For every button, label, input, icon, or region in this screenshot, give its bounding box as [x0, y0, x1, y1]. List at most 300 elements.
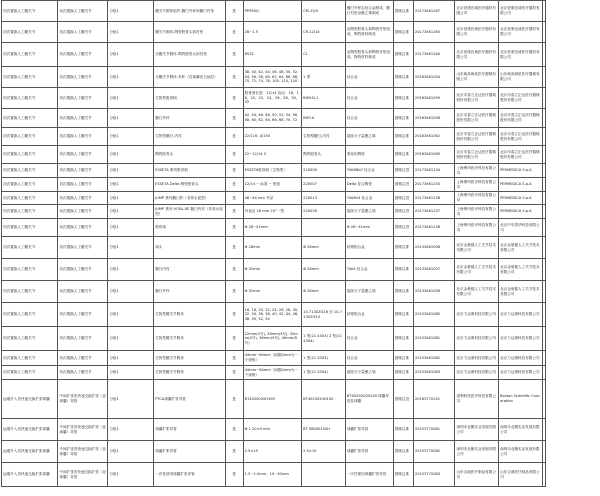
cell-subcategory: 初次置换人工髋关节 [58, 88, 108, 109]
cell-flag: 是 [225, 419, 243, 441]
cell-material: 超高分子量聚乙烯 [345, 205, 393, 219]
cell-group: 分组1 [108, 192, 154, 205]
cell-reg-type: 国械注准 [393, 351, 413, 366]
cell-reg-number: 20173461264 [413, 43, 455, 67]
cell-note [542, 380, 545, 419]
cell-spec: 股骨颈长度：12/14 直径：16，18，20，22，24，26，28，30，32 [243, 88, 302, 109]
cell-material: 由陶瓷股骨头和陶瓷衬垫组成，陶瓷材料制成 [345, 22, 393, 43]
cell-subcategory: 初次置换人工髋关节 [58, 43, 108, 67]
cell-note [542, 192, 545, 205]
cell-material: Delta 复合陶瓷 [345, 178, 393, 192]
cell-note [542, 164, 545, 178]
table-row [2, 419, 546, 441]
cell-spec: 48~44 mm 外径 [243, 192, 302, 205]
cell-model [302, 219, 346, 237]
cell-spec: 42, 44, 46, 48, 50, 52, 54, 56, 58, 60, 62, 64, 66, 68, 70, 72 [243, 109, 302, 128]
cell-reg-type: 国械注进 [393, 205, 413, 219]
cell-manufacturer: 北京爱康宜诚医疗器材有限公司 [499, 43, 543, 67]
cell-reg-type: 国械注准 [393, 109, 413, 128]
table-row [2, 380, 546, 419]
cell-registrant: 北京金豪健人工关节技术有限公司 [455, 259, 499, 281]
cell-reg-number: 20153770082 [413, 441, 455, 463]
cell-manufacturer: 北京金豪健人工关节技术有限公司 [499, 281, 543, 303]
cell-spec: 44mm~64mm（间隔2mm为一个规格） [243, 366, 302, 380]
cell-product-name: 球囊扩张导管 [154, 441, 225, 463]
table-row [2, 128, 546, 146]
cell-reg-type: 国械注准 [393, 1, 413, 22]
cell-manufacturer: 山东吉威医疗制品有限公司 [499, 463, 543, 487]
cell-manufacturer: 北京市春立正达医疗器械股份有限公司 [499, 109, 543, 128]
cell-product-name: 股骨球 [154, 219, 225, 237]
cell-spec: 12/14 ~ 标准 ~ 短颈 [243, 178, 302, 192]
cell-note [542, 205, 545, 219]
cell-category: 初次置换人工髋关节 [2, 43, 58, 67]
cell-group: 分组1 [108, 281, 154, 303]
cell-group: 分组1 [108, 441, 154, 463]
cell-category: 初次置换人工髋关节 [2, 351, 58, 366]
cell-flag: 是 [225, 192, 243, 205]
cell-product-name: PTCA球囊扩张导管 [154, 380, 225, 419]
cell-reg-type: 国械注准 [393, 327, 413, 351]
cell-reg-number: 20173461237 [413, 205, 455, 219]
cell-reg-number: 20153770083 [413, 463, 455, 487]
cell-manufacturer: 山东威高海星医疗器械有限公司 [499, 67, 543, 88]
cell-registrant: 上海博玛医疗科技有限公司 [455, 164, 499, 178]
table-row [2, 43, 546, 67]
cell-manufacturer: 北京力达康科技有限公司 [499, 303, 543, 327]
cell-reg-number: 20153461080 [413, 303, 455, 327]
table-row [2, 164, 546, 178]
cell-subcategory: 初次置换人工髋关节 [58, 281, 108, 303]
cell-reg-type: 国械注进 [393, 219, 413, 237]
cell-registrant: 北京爱康宜诚医疗器材有限公司 [455, 1, 499, 22]
cell-subcategory: 初次置换人工髋关节 [58, 146, 108, 164]
table-row [2, 205, 546, 219]
cell-model: 1 型(21 4303) 2 型(21 4304) [302, 327, 346, 351]
cell-manufacturer: PERMEDICA S.p.A [499, 178, 543, 192]
cell-category: 远端介入类快速交换扩张球囊 [2, 463, 58, 487]
table-row [2, 327, 546, 351]
cell-reg-number: 20133461006 [413, 281, 455, 303]
cell-model: CR-12/14 [302, 22, 346, 43]
cell-registrant: 山东吉威医疗制品有限公司 [455, 463, 499, 487]
cell-flag: 是 [225, 128, 243, 146]
cell-product-name: 一次性使用球囊扩张导管 [154, 463, 225, 487]
cell-spec: 6532 [243, 43, 302, 67]
cell-reg-number: 20163461062 [413, 128, 455, 146]
cell-reg-type: 国械注进 [393, 164, 413, 178]
cell-product-name: 生物型髋关节假体 [154, 303, 225, 327]
cell-group: 分组1 [108, 303, 154, 327]
cell-group: 分组1 [108, 463, 154, 487]
cell-flag: 是 [225, 109, 243, 128]
cell-model: BHN-B-1 [302, 88, 346, 109]
cell-category: 远端介入类快速交换扩张球囊 [2, 419, 58, 441]
cell-category: 初次置换人工髋关节 [2, 178, 58, 192]
cell-model: CM-15/5 [302, 1, 346, 22]
cell-flag: 是 [225, 366, 243, 380]
cell-flag: 是 [225, 1, 243, 22]
cell-material: 一次性使用球囊扩张导管 [345, 463, 393, 487]
cell-subcategory: 初次置换人工髋关节 [58, 259, 108, 281]
cell-subcategory: 初次置换人工髋关节 [58, 303, 108, 327]
cell-registrant: 北京市春立正达医疗器械股份有限公司 [455, 128, 499, 146]
cell-flag: 是 [225, 43, 243, 67]
cell-flag: 是 [225, 463, 243, 487]
cell-model: 1 型(21 3303) [302, 351, 346, 366]
cell-spec: 38, 40, 42, 44, 46, 48, 50, 52, 54, 56, 58, 60, 62, 64, 66, 68, 70, 72, 74, 76, 100, 110, 120 [243, 67, 302, 88]
cell-category: 初次置换人工髋关节 [2, 67, 58, 88]
cell-spec: 22~12/14 S [243, 146, 302, 164]
cell-group: 分组1 [108, 1, 154, 22]
cell-registrant: 上海博玛医疗科技有限公司 [455, 192, 499, 205]
cell-model: 生物型髋臼-内衬 [302, 128, 346, 146]
cell-model: CL [302, 43, 346, 67]
cell-subcategory: 初次置换人工髋关节 [58, 178, 108, 192]
cell-registrant: 北京力达康科技有限公司 [455, 351, 499, 366]
cell-model: 220000 [302, 164, 346, 178]
cell-reg-number: 20173461263 [413, 22, 455, 43]
cell-spec: Φ 32mm [243, 259, 302, 281]
cell-material: 钛合金 [345, 327, 393, 351]
cell-reg-number: 20133461008 [413, 237, 455, 259]
cell-note [542, 1, 545, 22]
cell-manufacturer: 北京爱康宜诚医疗器材有限公司 [499, 22, 543, 43]
cell-material: 由陶瓷股骨头和陶瓷衬垫组成，陶瓷材料制成 [345, 43, 393, 67]
cell-category: 初次置换人工髋关节 [2, 303, 58, 327]
cell-registrant: 深圳市业聚实业发展有限公司 [455, 441, 499, 463]
cell-group: 分组1 [108, 43, 154, 67]
cell-flag: 是 [225, 380, 243, 419]
cell-subcategory: 初次置换人工髋关节 [58, 1, 108, 22]
table-row [2, 351, 546, 366]
cell-model: BHP-A [302, 109, 346, 128]
cell-manufacturer: Boston Scientific Corporation [499, 380, 543, 419]
cell-group: 分组1 [108, 327, 154, 351]
cell-note [542, 67, 545, 88]
table-row [2, 146, 546, 164]
cell-model: 220026 [302, 205, 346, 219]
cell-spec: ESSETA股骨柄（生物型） [243, 164, 302, 178]
cell-flag: 是 [225, 281, 243, 303]
cell-material: 超高分子量聚乙烯 [345, 128, 393, 146]
cell-model: 2.5×15 [302, 441, 346, 463]
cell-reg-type: 国械注进 [393, 380, 413, 419]
cell-product-name: 生物型股骨柄 [154, 88, 225, 109]
table-row [2, 109, 546, 128]
cell-spec: Φ 28~41mm [243, 219, 302, 237]
cell-product-name: 髋臼外杯 [154, 109, 225, 128]
cell-group: 分组1 [108, 419, 154, 441]
cell-spec: 内直径 28 mm 20°一型 [243, 205, 302, 219]
cell-spec: 22mm(2号), 28mm(3号), 32mm(4号), 36mm(5号), 40mm(6号) [243, 327, 302, 351]
cell-product-name: 生物型髋臼-内衬 [154, 128, 225, 146]
cell-product-name: ESSETA Delta 陶瓷股骨头 [154, 178, 225, 192]
cell-reg-number: 20173461234 [413, 164, 455, 178]
cell-category: 初次置换人工髋关节 [2, 1, 58, 22]
cell-category: 初次置换人工髋关节 [2, 205, 58, 219]
table-row [2, 178, 546, 192]
cell-subcategory: 初次置换人工髋关节 [58, 164, 108, 178]
cell-material: 超高分子量聚乙烯 [345, 366, 393, 380]
cell-flag: 是 [225, 327, 243, 351]
table-row [2, 88, 546, 109]
cell-group: 分组1 [108, 128, 154, 146]
cell-manufacturer: 北京力达康科技有限公司 [499, 351, 543, 366]
cell-product-name: ESSETA 系列股骨柄 [154, 164, 225, 178]
cell-reg-number: 20173461236 [413, 192, 455, 205]
cell-manufacturer: 北京力达康科技有限公司 [499, 366, 543, 380]
cell-registrant: 深圳市业聚实业发展有限公司 [455, 419, 499, 441]
cell-material: TiAl6V4 钛合金 [345, 192, 393, 205]
cell-registrant: 清利科技医疗科技有限公司 [455, 380, 499, 419]
cell-registrant: 北京市春立正达医疗器械股份有限公司 [455, 109, 499, 128]
cell-reg-number: 20163461059 [413, 88, 455, 109]
cell-spec: 28~1.5 [243, 22, 302, 43]
cell-manufacturer: PERMEDICA S.p.A [499, 192, 543, 205]
cell-subcategory: 初次置换人工髋关节 [58, 22, 108, 43]
cell-registrant: 北京力达康科技有限公司 [455, 366, 499, 380]
table-row [2, 219, 546, 237]
cell-reg-type: 国械注准 [393, 237, 413, 259]
cell-subcategory: 初次置换人工髋关节 [58, 67, 108, 88]
cell-manufacturer: 北京市春立正达医疗器械股份有限公司 [499, 88, 543, 109]
cell-group: 分组1 [108, 380, 154, 419]
cell-product-name: 髋臼内衬 [154, 259, 225, 281]
cell-group: 分组1 [108, 205, 154, 219]
cell-flag: 是 [225, 22, 243, 43]
cell-reg-type: 国械注准 [393, 366, 413, 380]
table-row [2, 303, 546, 327]
cell-category: 初次置换人工髋关节 [2, 237, 58, 259]
cell-group: 分组1 [108, 146, 154, 164]
cell-reg-type: 国械注准 [393, 259, 413, 281]
cell-group: 分组1 [108, 88, 154, 109]
cell-product-name: 全髋关节假体-陶瓷股骨头和衬垫 [154, 43, 225, 67]
cell-spec: 1.5~2.5mm，10~30mm [243, 463, 302, 487]
cell-product-name: 生物型髋关节假体 [154, 366, 225, 380]
cell-model: 1 型(21 3304) [302, 366, 346, 380]
cell-reg-type: 国械注准 [393, 67, 413, 88]
cell-manufacturer: 北京力达康科技有限公司 [499, 327, 543, 351]
cell-flag: 是 [225, 178, 243, 192]
cell-note [542, 463, 545, 487]
device-registry-table [1, 0, 546, 487]
cell-model: Φ 28mm [302, 237, 346, 259]
cell-group: 分组1 [108, 178, 154, 192]
cell-material: 钛合金 [345, 351, 393, 366]
cell-manufacturer: 北京中安泰华科技有限公司 [499, 219, 543, 237]
cell-group: 分组1 [108, 351, 154, 366]
cell-registrant: 北京力达康科技有限公司 [455, 303, 499, 327]
cell-reg-number: 20163461058 [413, 109, 455, 128]
cell-category: 初次置换人工髋关节 [2, 146, 58, 164]
cell-flag: 是 [225, 88, 243, 109]
cell-group: 分组1 [108, 164, 154, 178]
cell-flag: 是 [225, 237, 243, 259]
cell-model: 220013 [302, 192, 346, 205]
cell-reg-type: 国械注准 [393, 419, 413, 441]
cell-flag: 是 [225, 259, 243, 281]
cell-registrant: 北京力达康科技有限公司 [455, 327, 499, 351]
cell-note [542, 351, 545, 366]
cell-reg-number: 20153461083 [413, 366, 455, 380]
cell-note [542, 43, 545, 67]
cell-category: 初次置换人工髋关节 [2, 366, 58, 380]
cell-product-name: 球囊扩张导管 [154, 419, 225, 441]
cell-reg-type: 国械注准 [393, 441, 413, 463]
cell-registrant: 山东威高海星医疗器械有限公司 [455, 67, 499, 88]
cell-model: Φ 28mm [302, 259, 346, 281]
cell-note [542, 259, 545, 281]
cell-manufacturer: 北京爱康宜诚医疗器材有限公司 [499, 1, 543, 22]
cell-flag: 是 [225, 146, 243, 164]
cell-material: 钛合金 [345, 67, 393, 88]
cell-material: Φ 28~41mm [345, 219, 393, 237]
cell-registrant: 北京金豪健人工关节技术有限公司 [455, 281, 499, 303]
cell-group: 分组1 [108, 259, 154, 281]
cell-product-name: 髋臼外杯 [154, 281, 225, 303]
cell-note [542, 109, 545, 128]
table-row [2, 22, 546, 43]
cell-product-name: 生物型髋关节假体 [154, 327, 225, 351]
cell-manufacturer: 北京金豪健人工关节技术有限公司 [499, 259, 543, 281]
cell-flag: 是 [225, 67, 243, 88]
cell-registrant: 北京爱康宜诚医疗器材有限公司 [455, 22, 499, 43]
cell-spec: 16, 18, 20, 22, 24, 26, 28, 30, 32, 34, 36, 38, 40, 42, 44, 46, 48, 50, 52, 54 [243, 303, 302, 327]
cell-reg-number: 20173461238 [413, 219, 455, 237]
cell-spec: Φ 28mm [243, 237, 302, 259]
cell-material: 钛合金 [345, 109, 393, 128]
cell-reg-type: 国械注准 [393, 43, 413, 67]
cell-group: 分组1 [108, 67, 154, 88]
cell-reg-type: 国械注进 [393, 178, 413, 192]
cell-reg-number: 20163770241 [413, 380, 455, 419]
cell-product-name: 陶瓷股骨头 [154, 146, 225, 164]
cell-spec: Φ 1.20×5 mm [243, 419, 302, 441]
cell-category: 初次置换人工髋关节 [2, 164, 58, 178]
table-row [2, 281, 546, 303]
cell-reg-number: 20163461054 [413, 67, 455, 88]
cell-subcategory: 中间扩张类快速交换扩张（亚球囊）导管 [58, 463, 108, 487]
cell-note [542, 219, 545, 237]
cell-note [542, 441, 545, 463]
cell-category: 初次置换人工髋关节 [2, 219, 58, 237]
cell-spec: 44mm~64mm（间隔2mm为一个规格） [243, 351, 302, 366]
cell-reg-number: 20153461081 [413, 327, 455, 351]
cell-manufacturer: 深圳市业聚实业发展有限公司 [499, 419, 543, 441]
cell-material: 超高分子量聚乙烯 [345, 281, 393, 303]
table-row [2, 463, 546, 487]
cell-product-name: JUMP 系列髋臼杯（非骨水泥型） [154, 192, 225, 205]
cell-category: 初次置换人工髋关节 [2, 192, 58, 205]
cell-group: 分组1 [108, 22, 154, 43]
cell-reg-type: 国械注准 [393, 128, 413, 146]
table-row [2, 259, 546, 281]
cell-model [302, 463, 346, 487]
cell-note [542, 237, 545, 259]
cell-spec: PPS56/C [243, 1, 302, 22]
cell-flag: 是 [225, 164, 243, 178]
cell-group: 分组1 [108, 109, 154, 128]
cell-spec: 2.5×15 [243, 441, 302, 463]
cell-category: 远端介入类快速交换扩张球囊 [2, 380, 58, 419]
cell-note [542, 128, 545, 146]
cell-note [542, 146, 545, 164]
cell-flag: 是 [225, 441, 243, 463]
cell-subcategory: 初次置换人工髋关节 [58, 205, 108, 219]
cell-subcategory: 初次置换人工髋关节 [58, 351, 108, 366]
cell-model: BT 08050100H [302, 419, 346, 441]
cell-category: 初次置换人工髋关节 [2, 281, 58, 303]
cell-product-name: 全髋关节假体-外杯（羟基磷灰石涂层） [154, 67, 225, 88]
cell-reg-type: 国械注准 [393, 303, 413, 327]
cell-reg-type: 国械注准 [393, 146, 413, 164]
cell-material: 钛合金 [345, 88, 393, 109]
cell-material: 氧化铝陶瓷 [345, 146, 393, 164]
cell-model: 陶瓷股骨头 [302, 146, 346, 164]
cell-manufacturer: PERMEDICA S.p.A [499, 205, 543, 219]
cell-category: 初次置换人工髋关节 [2, 128, 58, 146]
cell-model: BT4025020H100 [302, 380, 346, 419]
cell-reg-number: 20163461060 [413, 146, 455, 164]
cell-group: 分组1 [108, 237, 154, 259]
cell-category: 初次置换人工髋关节 [2, 22, 58, 43]
cell-reg-type: 国械注准 [393, 463, 413, 487]
cell-reg-type: 国械注准 [393, 22, 413, 43]
cell-category: 初次置换人工髋关节 [2, 88, 58, 109]
cell-subcategory: 初次置换人工髋关节 [58, 128, 108, 146]
document-page [1, 0, 546, 496]
cell-subcategory: 中间扩张类快速交换扩张（亚球囊）导管 [58, 419, 108, 441]
cell-subcategory: 初次置换人工髋关节 [58, 219, 108, 237]
cell-registrant: 上海博玛医疗科技有限公司 [455, 178, 499, 192]
cell-manufacturer: PERMEDICA S.p.A [499, 164, 543, 178]
cell-product-name: JUMP 系列 VITAL-XE 髋臼内衬（非骨水泥型） [154, 205, 225, 219]
cell-subcategory: 中间扩张类快速交换扩张（亚球囊）导管 [58, 441, 108, 463]
cell-category: 初次置换人工髋关节 [2, 259, 58, 281]
cell-group: 分组1 [108, 219, 154, 237]
cell-reg-number: 20133461007 [413, 259, 455, 281]
table-row [2, 237, 546, 259]
cell-category: 初次置换人工髋关节 [2, 109, 58, 128]
cell-material: 钴铬钼合金 [345, 237, 393, 259]
cell-model: Φ 28mm [302, 281, 346, 303]
cell-subcategory: 初次置换人工髋关节 [58, 366, 108, 380]
cell-reg-number: 20153770081 [413, 419, 455, 441]
cell-material: 钴铬钼合金 [345, 303, 393, 327]
cell-model: 10-7130ZG16 至 10-7130ZG54 [302, 303, 346, 327]
cell-registrant: 上海博玛医疗科技有限公司 [455, 219, 499, 237]
cell-product-name: 球头 [154, 237, 225, 259]
cell-subcategory: 初次置换人工髋关节 [58, 192, 108, 205]
cell-product-name: 生物型髋关节假体 [154, 351, 225, 366]
cell-material: 球囊扩张导管 [345, 441, 393, 463]
cell-material: TiAl6Nb7 钛合金 [345, 164, 393, 178]
cell-model: 1 型 [302, 67, 346, 88]
cell-note [542, 327, 545, 351]
table-row [2, 192, 546, 205]
cell-note [542, 88, 545, 109]
cell-spec: 22/116 -4/150 [243, 128, 302, 146]
cell-subcategory: 初次置换人工髋关节 [58, 327, 108, 351]
cell-reg-type: 国械注准 [393, 281, 413, 303]
cell-manufacturer: 北京市春立正达医疗器械股份有限公司 [499, 146, 543, 164]
cell-group: 分组1 [108, 366, 154, 380]
cell-note [542, 178, 545, 192]
cell-material: 球囊扩张导管 [345, 419, 393, 441]
cell-reg-number: 20153461082 [413, 351, 455, 366]
